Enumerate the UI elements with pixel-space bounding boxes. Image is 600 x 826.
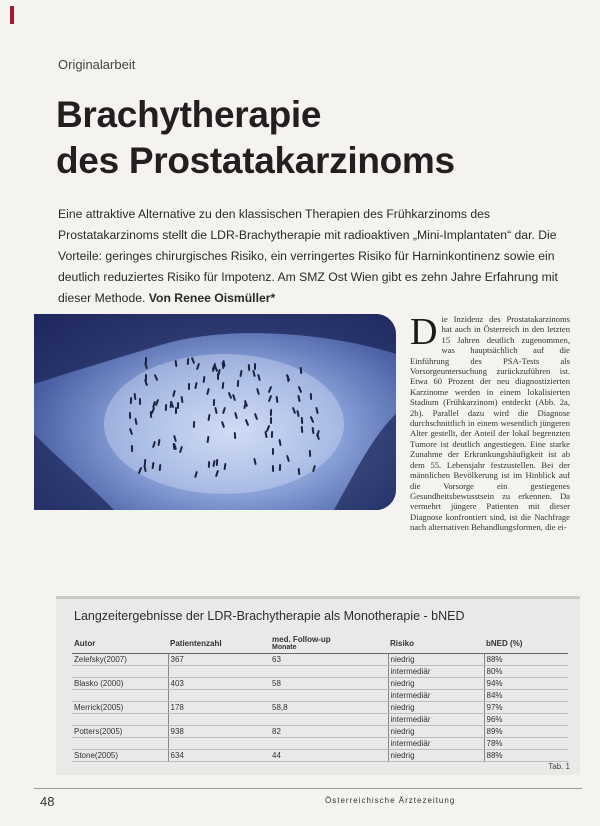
cell-autor: [72, 714, 168, 726]
table-row: [72, 690, 568, 702]
dropcap: D: [410, 314, 438, 353]
cell-autor: Zelefsky(2007): [72, 654, 168, 666]
header-follow-up: [270, 633, 388, 654]
table-row: [72, 702, 568, 714]
cell-risiko: niedrig: [388, 750, 484, 762]
seed-marker: [278, 464, 280, 471]
seed-marker: [212, 399, 214, 406]
table-row: [72, 750, 568, 762]
cell-autor: Merrick(2005): [72, 702, 168, 714]
journal-name: Österreichische Ärztezeitung: [325, 796, 456, 805]
seed-marker: [308, 450, 311, 457]
table-row: [72, 714, 568, 726]
cell-follow-up: 82: [270, 726, 388, 738]
results-table-box: [56, 596, 580, 775]
edge-mark: [10, 6, 14, 24]
header-autor: Autor: [72, 633, 168, 654]
lead-paragraph: [58, 204, 578, 309]
cell-patientenzahl: 178: [168, 702, 270, 714]
seed-marker: [270, 409, 272, 416]
cell-patientenzahl: 403: [168, 678, 270, 690]
seed-marker: [271, 431, 273, 438]
cell-risiko: intermediär: [388, 738, 484, 750]
seed-marker: [129, 412, 131, 419]
table-header-row: [72, 633, 568, 654]
header-patientenzahl: Patientenzahl: [168, 633, 270, 654]
cell-follow-up: 58,8: [270, 702, 388, 714]
seed-marker: [165, 404, 167, 411]
seed-marker: [130, 445, 132, 452]
cell-patientenzahl: [168, 714, 270, 726]
seed-marker: [272, 448, 274, 455]
seed-marker: [297, 468, 300, 475]
cell-follow-up: [270, 690, 388, 702]
cell-patientenzahl: [168, 666, 270, 678]
table-row: [72, 738, 568, 750]
seed-marker: [193, 421, 195, 428]
title-line-2: des Prostatakarzinoms: [56, 140, 455, 181]
table-row: [72, 654, 568, 666]
cell-autor: Stone(2005): [72, 750, 168, 762]
seed-marker: [221, 362, 224, 369]
cell-autor: [72, 666, 168, 678]
section-label: Originalarbeit: [58, 57, 136, 72]
cell-risiko: niedrig: [388, 726, 484, 738]
table-title: Langzeitergebnisse der LDR-Brachytherapie als Monotherapie - bNED: [74, 609, 465, 623]
body-column: [410, 314, 570, 580]
cell-autor: [72, 738, 168, 750]
cell-bned: 94%: [484, 678, 568, 690]
cell-autor: Potters(2005): [72, 726, 168, 738]
cell-risiko: niedrig: [388, 678, 484, 690]
body-text: ie Inzidenz des Prostatakarzinoms hat auch in Österreich in den letzten 15 Jahren deutlich zugenommen, was hauptsächlich auf die Einführung des PSA-Tests als Vorsorgeuntersuchung zurückzuführen ist. Etwa 60 Prozent der neu diagnostizierten Karzinome werden in einem lokalisierten Stadium (Frühkarzinom) entdeckt (Abb. 2a, 2b). Parallel dazu wird die Diagnose durchschnittlich in einem wesentlich jüngeren Alter gestellt, der Anteil der lokal begrenzten Tumore ist deutlich angestiegen. Eine starke Zunahme der Erkrankungshäufigkeit ist ab dem 55. Lebensjahr festzustellen. Bei der männlichen Bevölkerung ist im Hinblick auf die Vorsorge ein gestiegenes Gesundheitsbewusstsein zu erkennen. Da vermehrt jüngere Patienten mit dieser Diagnose konfrontiert sind, ist die Nachfrage nach alternativen Behandlungsformen, die ei-: [410, 314, 570, 533]
cell-risiko: intermediär: [388, 666, 484, 678]
seed-marker: [188, 383, 190, 390]
seed-marker: [311, 427, 314, 434]
page-number: 48: [40, 794, 55, 809]
cell-follow-up: [270, 714, 388, 726]
seed-marker: [254, 363, 256, 370]
footer-divider: [34, 788, 582, 789]
cell-autor: [72, 690, 168, 702]
lead-text: Eine attraktive Alternative zu den klassischen Therapien des Frühkarzinoms des Prostatakarzinoms stellt die LDR-Brachytherapie mit radioaktiven „Mini-Implantaten“ dar. Die Vorteile: geringes chirurgisches Risiko, ein verringertes Risiko für Harninkontinenz sowie ein deutlich reduziertes Risiko für Impotenz. Am SMZ Ost Wien gibt es zehn Jahre Erfahrung mit dieser Methode.: [58, 207, 558, 305]
cell-risiko: niedrig: [388, 654, 484, 666]
seed-marker: [149, 411, 152, 418]
cell-bned: 78%: [484, 738, 568, 750]
cell-bned: 88%: [484, 750, 568, 762]
seed-marker: [133, 393, 136, 400]
header-follow-up-unit: Monate: [272, 644, 297, 651]
cell-bned: 84%: [484, 690, 568, 702]
table-row: [72, 666, 568, 678]
cell-bned: 88%: [484, 654, 568, 666]
results-table: [72, 633, 568, 762]
cell-autor: Blasko (2000): [72, 678, 168, 690]
cell-patientenzahl: [168, 738, 270, 750]
header-risiko: Risiko: [388, 633, 484, 654]
seed-marker: [177, 402, 179, 409]
cell-patientenzahl: 367: [168, 654, 270, 666]
cell-risiko: intermediär: [388, 714, 484, 726]
header-bned: bNED (%): [484, 633, 568, 654]
cell-follow-up: 44: [270, 750, 388, 762]
xray-image: [34, 314, 396, 510]
article-title: [56, 92, 455, 184]
cell-bned: 96%: [484, 714, 568, 726]
cell-bned: 80%: [484, 666, 568, 678]
table-row: [72, 726, 568, 738]
cell-risiko: niedrig: [388, 702, 484, 714]
seed-marker: [139, 398, 141, 405]
cell-patientenzahl: [168, 690, 270, 702]
seed-marker: [286, 375, 289, 382]
author-byline: Von Renee Oismüller*: [148, 291, 276, 305]
table-caption: Tab. 1: [548, 762, 570, 771]
cell-follow-up: [270, 666, 388, 678]
seed-marker: [247, 364, 250, 371]
seed-marker: [275, 396, 278, 403]
cell-risiko: intermediär: [388, 690, 484, 702]
cell-bned: 89%: [484, 726, 568, 738]
cell-follow-up: 63: [270, 654, 388, 666]
table-row: [72, 678, 568, 690]
title-line-1: Brachytherapie: [56, 94, 322, 135]
cell-follow-up: 58: [270, 678, 388, 690]
seed-marker: [186, 357, 189, 364]
cell-patientenzahl: 634: [168, 750, 270, 762]
cell-follow-up: [270, 738, 388, 750]
cell-patientenzahl: 938: [168, 726, 270, 738]
header-follow-up-label: med. Follow-up: [272, 635, 331, 644]
seed-marker: [217, 373, 219, 380]
cell-bned: 97%: [484, 702, 568, 714]
seed-marker: [215, 459, 218, 466]
